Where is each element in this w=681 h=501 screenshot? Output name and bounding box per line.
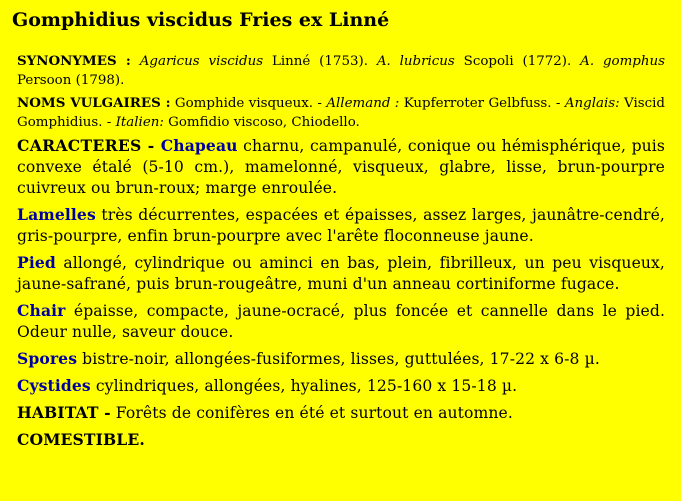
nom-italien: Gomfidio viscoso, Chiodello.: [163, 115, 360, 130]
chapeau-term: Chapeau: [160, 136, 238, 155]
habitat-text: Forêts de conifères en été et surtout en automne.: [110, 404, 513, 422]
chair-paragraph: [17, 300, 665, 343]
nom-anglais: Viscid Gomphidius. -: [17, 96, 665, 130]
spores-text: bistre-noir, allongées-fusiformes, lisses, guttulées, 17-22 x 6-8 µ.: [77, 350, 600, 368]
cystides-term: Cystides: [17, 376, 91, 395]
chapeau-text: charnu, campanulé, conique ou hémisphérique, puis convexe étalé (5-10 cm.), mamelonné, visqueux, glabre, lisse, brun-pourpre cuivreux ou brun-roux; marge enroulée.: [17, 137, 665, 197]
synonymes-paragraph: [17, 52, 665, 90]
spores-paragraph: [17, 348, 665, 370]
spores-term: Spores: [17, 349, 78, 368]
synonym-2: A. lubricus: [376, 54, 455, 69]
langue-anglais: Anglais:: [564, 96, 620, 111]
lamelles-text: très décurrentes, espacées et épaisses, assez larges, jaunâtre-cendré, gris-pourpre, enfin brun-pourpre avec l'arête floconneuse jaune.: [17, 206, 665, 245]
lamelles-term: Lamelles: [17, 205, 96, 224]
noms-label: NOMS VULGAIRES :: [17, 95, 171, 111]
nom-francais: Gomphide visqueux. -: [170, 96, 327, 111]
synonym-1-author: Linné (1753).: [263, 54, 377, 69]
caracteres-label: CARACTERES -: [17, 136, 161, 155]
lamelles-paragraph: [17, 204, 665, 247]
pied-term: Pied: [17, 253, 56, 272]
cystides-text: cylindriques, allongées, hyalines, 125-160 x 15-18 µ.: [90, 377, 518, 395]
pied-text: allongé, cylindrique ou aminci en bas, plein, fibrilleux, un peu visqueux, jaune-safrané, puis brun-rougeâtre, muni d'un anneau cortiniforme fugace.: [17, 254, 665, 293]
synonym-2-author: Scopoli (1772).: [454, 54, 581, 69]
habitat-paragraph: [17, 402, 665, 424]
chair-text: épaisse, compacte, jaune-ocracé, plus foncée et cannelle dans le pied. Odeur nulle, saveur douce.: [17, 302, 665, 341]
pied-paragraph: [17, 252, 665, 295]
synonym-3: A. gomphus: [580, 54, 665, 69]
synonym-3-author: Persoon (1798).: [17, 73, 125, 88]
noms-vulgaires-paragraph: [17, 94, 665, 132]
cystides-paragraph: [17, 375, 665, 397]
comestible-paragraph: [17, 429, 665, 451]
synonym-1: Agaricus viscidus: [139, 54, 264, 69]
synonymes-label: SYNONYMES :: [17, 53, 131, 69]
langue-allemand: Allemand :: [326, 96, 400, 111]
chair-term: Chair: [17, 301, 66, 320]
comestible-label: COMESTIBLE.: [17, 430, 145, 449]
habitat-label: HABITAT -: [17, 403, 111, 422]
langue-italien: Italien:: [115, 115, 164, 130]
page-title: Gomphidius viscidus Fries ex Linné: [12, 9, 390, 31]
caracteres-paragraph: [17, 135, 665, 199]
nom-allemand: Kupferroter Gelbfuss. -: [399, 96, 565, 111]
